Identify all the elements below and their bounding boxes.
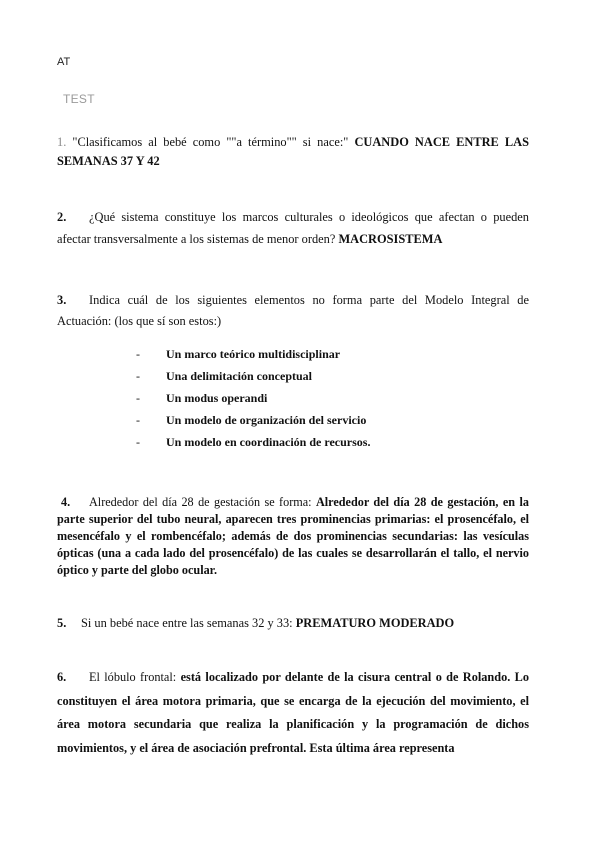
question-6 <box>57 666 529 760</box>
question-5 <box>57 614 529 633</box>
list-item <box>136 343 516 365</box>
question-3-list <box>136 343 516 453</box>
list-item <box>136 365 516 387</box>
bullet: - <box>136 390 140 405</box>
question-4-text: Alrededor del día 28 de gestación se forma: <box>89 495 316 509</box>
question-6-number: 6. <box>57 670 67 684</box>
question-3 <box>57 290 529 332</box>
question-5-number: 5. <box>57 616 67 630</box>
question-2 <box>57 206 529 250</box>
bullet: - <box>136 412 140 427</box>
question-4 <box>57 494 529 579</box>
question-5-answer: PREMATURO MODERADO <box>295 616 455 630</box>
list-item <box>136 409 516 431</box>
list-item-text: Un marco teórico multidisciplinar <box>166 346 341 361</box>
list-item-text: Un modelo de organización del servicio <box>166 412 367 427</box>
list-item-text: Una delimitación conceptual <box>166 368 312 383</box>
question-4-number: 4. <box>61 495 71 509</box>
question-1 <box>57 133 529 171</box>
question-1-number: 1. <box>57 135 67 149</box>
question-6-text: El lóbulo frontal: <box>89 670 181 684</box>
header-at: AT <box>57 56 71 68</box>
question-6-answer: está localizado por delante de la cisura central o de Rolando. Lo constituyen el área motora primaria, que se encarga de la ejecución del movimiento, el área motora secundaria que realiza la planificación y la programación de dichos movimientos, y el área de asociación prefrontal. Esta última área representa <box>57 670 529 755</box>
question-2-text: ¿Qué sistema constituye los marcos culturales o ideológicos que afectan o pueden afectar transversalmente a los sistemas de menor orden? <box>57 210 529 246</box>
header-test: TEST <box>63 92 95 106</box>
bullet: - <box>136 434 140 449</box>
list-item <box>136 387 516 409</box>
question-3-number: 3. <box>57 293 67 307</box>
question-3-text: Indica cuál de los siguientes elementos no forma parte del Modelo Integral de Actuación: (los que sí son estos:) <box>57 293 529 328</box>
list-item-text: Un modus operandi <box>166 390 268 405</box>
question-1-answer: CUANDO NACE ENTRE LAS SEMANAS 37 Y 42 <box>57 135 529 168</box>
question-1-text: "Clasificamos al bebé como ""a término"" si nace:" <box>72 135 355 149</box>
bullet: - <box>136 368 140 383</box>
question-2-answer: MACROSISTEMA <box>338 232 443 246</box>
question-4-answer: Alrededor del día 28 de gestación, en la parte superior del tubo neural, aparecen tres prominencias primarias: el prosencéfalo, el mesencéfalo y el rombencéfalo; además de dos prominencias secundarias: las vesículas ópticas (una a cada lado del prosencéfalo) de las cuales se desarrollarán el tallo, el nervio óptico y parte del globo ocular. <box>57 495 529 577</box>
question-5-text: Si un bebé nace entre las semanas 32 y 33: <box>81 616 296 630</box>
list-item <box>136 431 516 453</box>
question-2-number: 2. <box>57 210 67 224</box>
bullet: - <box>136 346 140 361</box>
list-item-text: Un modelo en coordinación de recursos. <box>166 434 371 449</box>
